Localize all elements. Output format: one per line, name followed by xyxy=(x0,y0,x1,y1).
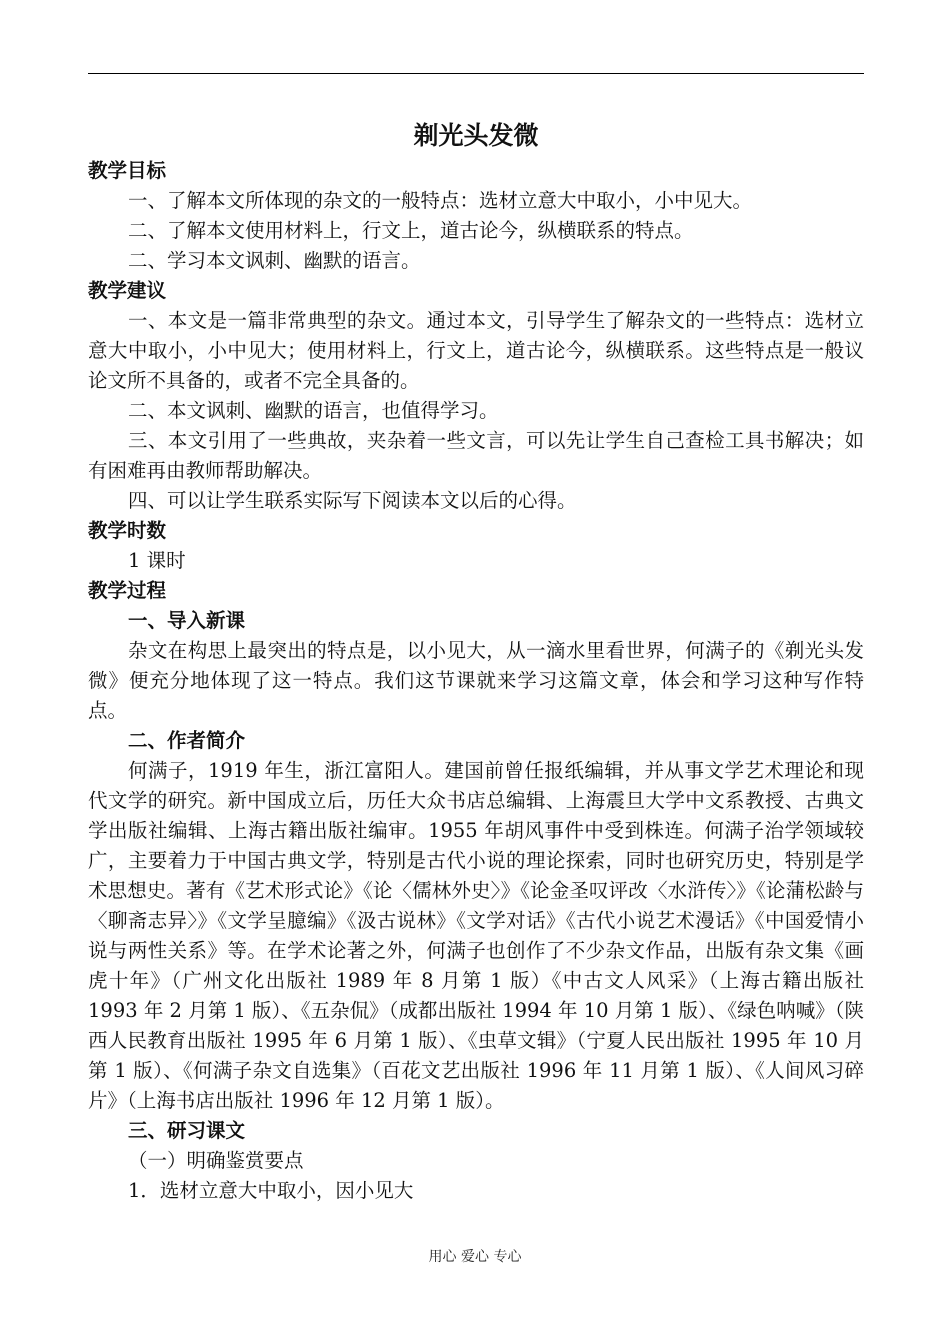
intro-heading: 一、导入新课 xyxy=(128,609,246,632)
document-body xyxy=(88,118,864,1206)
section-heading-process: 教学过程 xyxy=(88,579,167,602)
section-heading-suggestions: 教学建议 xyxy=(88,279,167,302)
suggestion-item: 四、可以让学生联系实际写下阅读本文以后的心得。 xyxy=(128,489,577,512)
study-subheading: （一）明确鉴赏要点 xyxy=(128,1149,304,1172)
page-footer: 用心 爱心 专心 xyxy=(428,1249,522,1265)
section-heading-goals: 教学目标 xyxy=(88,159,167,182)
header-rule xyxy=(88,73,864,74)
section-heading-hours: 教学时数 xyxy=(88,519,167,542)
suggestion-item: 三、本文引用了一些典故，夹杂着一些文言，可以先让学生自己查检工具书解决；如有困难再由教师帮助解决。 xyxy=(88,429,864,482)
goal-item: 一、了解本文所体现的杂文的一般特点：选材立意大中取小，小中见大。 xyxy=(128,189,753,212)
goal-item: 二、学习本文讽刺、幽默的语言。 xyxy=(128,249,421,272)
goal-item: 二、了解本文使用材料上，行文上，道古论今，纵横联系的特点。 xyxy=(128,219,694,242)
intro-paragraph: 杂文在构思上最突出的特点是，以小见大，从一滴水里看世界，何满子的《剃光头发微》便充分地体现了这一特点。我们这节课就来学习这篇文章，体会和学习这种写作特点。 xyxy=(88,639,864,722)
study-point: 1．选材立意大中取小，因小见大 xyxy=(128,1179,414,1202)
hours-text: 1 课时 xyxy=(128,549,186,572)
page-title: 剃光头发微 xyxy=(413,121,539,150)
study-heading: 三、研习课文 xyxy=(128,1119,246,1142)
suggestion-item: 二、本文讽刺、幽默的语言，也值得学习。 xyxy=(128,399,499,422)
author-paragraph: 何满子，1919 年生，浙江富阳人。建国前曾任报纸编辑，并从事文学艺术理论和现代文学的研究。新中国成立后，历任大众书店总编辑、上海震旦大学中文系教授、古典文学出版社编辑、上海古籍出版社编审。1955 年胡风事件中受到株连。何满子治学领域较广，主要着力于中国古典文学，特别是古代小说的理论探索，同时也研究历史，特别是学术思想史。著有《艺术形式论》《论〈儒林外史〉》《论金圣叹评改〈水浒传〉》《论蒲松龄与〈聊斋志异〉》《文学呈臆编》《汲古说林》《文学对话》《古代小说艺术漫话》《中国爱情小说与两性关系》等。在学术论著之外，何满子也创作了不少杂文作品，出版有杂文集《画虎十年》（广州文化出版社 1989 年 8 月第 1 版）《中古文人风采》（上海古籍出版社 1993 年 2 月第 1 版）、《五杂侃》（成都出版社 1994 年 10 月第 1 版）、《绿色呐喊》（陕西人民教育出版社 1995 年 6 月第 1 版）、《虫草文辑》（宁夏人民出版社 1995 年 10 月第 1 版）、《何满子杂文自选集》（百花文艺出版社 1996 年 11 月第 1 版）、《人间风习碎片》（上海书店出版社 1996 年 12 月第 1 版）。 xyxy=(88,759,864,1112)
suggestion-item: 一、本文是一篇非常典型的杂文。通过本文，引导学生了解杂文的一些特点：选材立意大中取小，小中见大；使用材料上，行文上，道古论今，纵横联系。这些特点是一般议论文所不具备的，或者不完全具备的。 xyxy=(88,309,864,392)
author-heading: 二、作者简介 xyxy=(128,729,246,752)
